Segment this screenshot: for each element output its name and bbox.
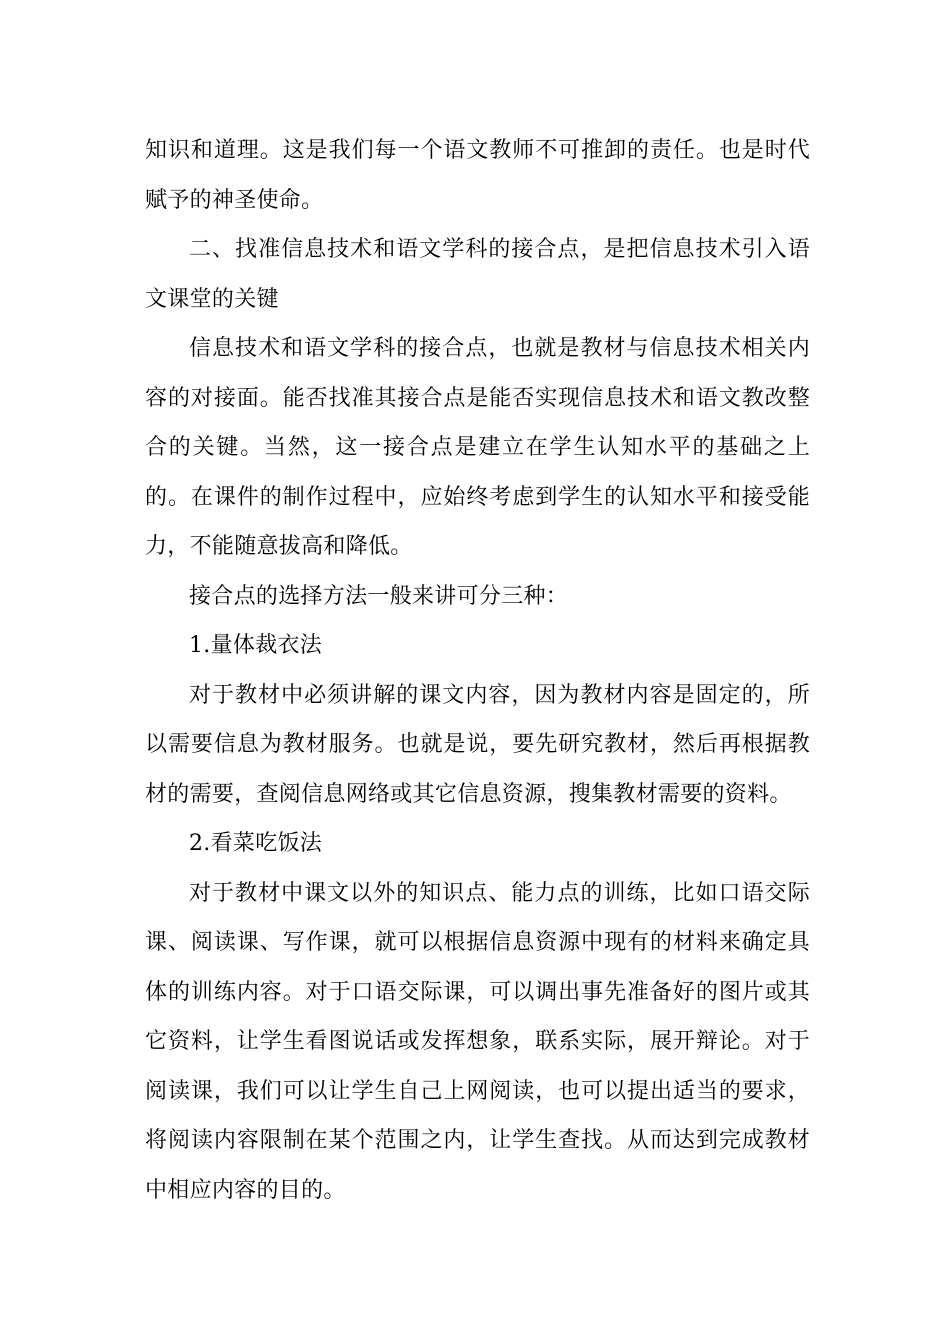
document-body [145, 126, 810, 1215]
paragraph-8: 对于教材中课文以外的知识点、能力点的训练，比如口语交际课、阅读课、写作课，就可以根据信息资源中现有的材料来确定具体的训练内容。对于口语交际课，可以调出事先准备好的图片或其它资料，让学生看图说话或发挥想象，联系实际，展开辩论。对于阅读课，我们可以让学生自己上网阅读，也可以提出适当的要求，将阅读内容限制在某个范围之内，让学生查找。从而达到完成教材中相应内容的目的。 [145, 880, 810, 1203]
paragraph-3: 信息技术和语文学科的接合点，也就是教材与信息技术相关内容的对接面。能否找准其接合点是能否实现信息技术和语文教改整合的关键。当然，这一接合点是建立在学生认知水平的基础之上的。在课件的制作过程中，应始终考虑到学生的认知水平和接受能力，不能随意拔高和降低。 [145, 336, 810, 559]
section-heading-2: 二、找准信息技术和语文学科的接合点，是把信息技术引入语文课堂的关键 [145, 237, 810, 312]
paragraph-1: 知识和道理。这是我们每一个语文教师不可推卸的责任。也是时代赋予的神圣使命。 [145, 138, 810, 213]
paragraph-4: 接合点的选择方法一般来讲可分三种： [189, 583, 569, 609]
method-heading-2: 2.看菜吃饭法 [189, 831, 323, 856]
paragraph-6: 对于教材中必须讲解的课文内容，因为教材内容是固定的，所以需要信息为教材服务。也就是说，要先研究教材，然后再根据教材的需要，查阅信息网络或其它信息资源，搜集教材需要的资料。 [145, 682, 810, 807]
method-heading-1: 1.量体裁衣法 [189, 633, 323, 658]
